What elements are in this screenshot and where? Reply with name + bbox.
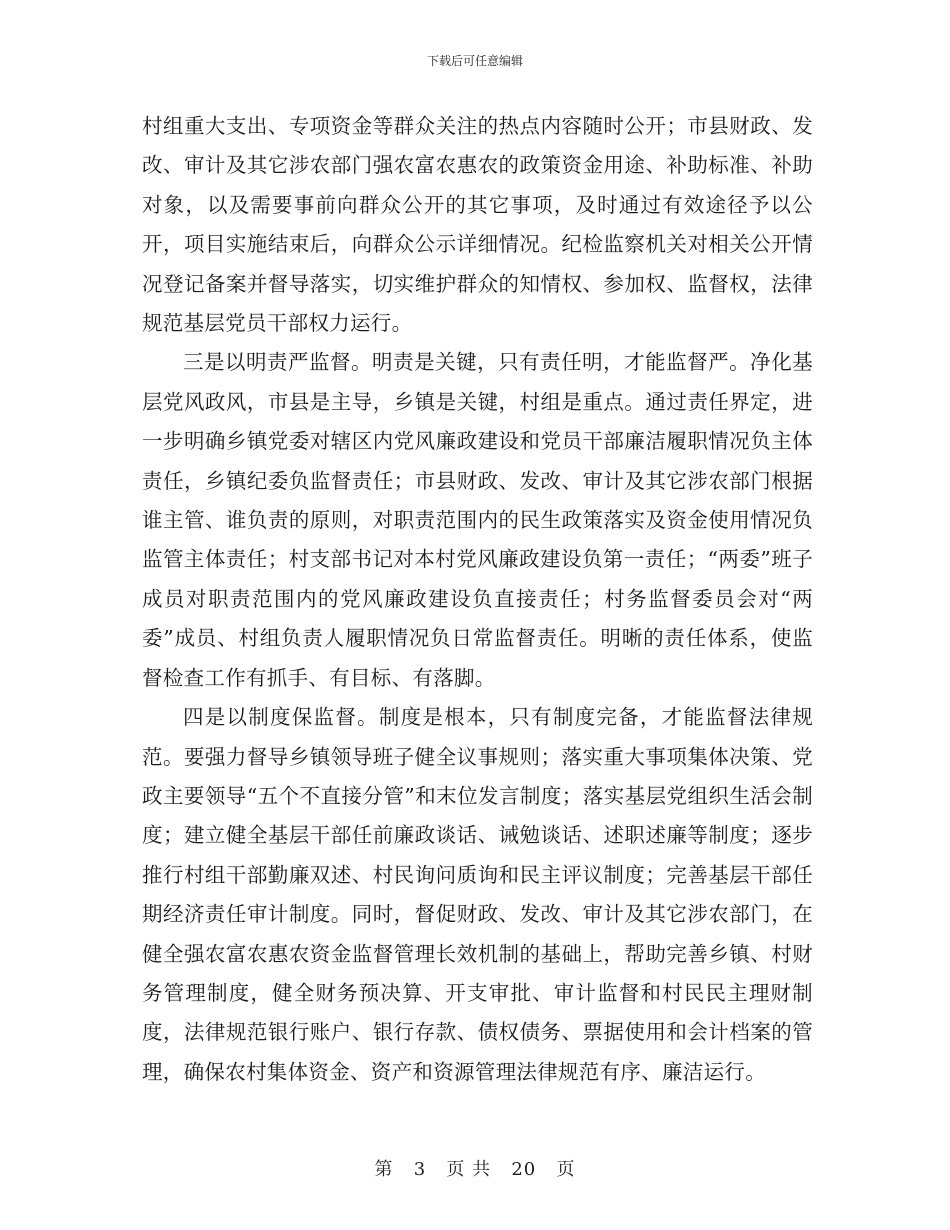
footer-prefix: 第	[374, 1159, 394, 1180]
header-note: 下载后可任意编辑	[426, 54, 523, 68]
paragraph-section-three: 三是以明责严监督。明责是关键，只有责任明，才能监督严。净化基层党风政风，市县是主导，乡镇是关键，村组是重点。通过责任界定，进一步明确乡镇党委对辖区内党风廉政建设和党员干部廉洁履职情况负主体责任，乡镇纪委负监督责任；市县财政、发改、审计及其它涉农部门根据谁主管、谁负责的原则，对职责范围内的民生政策落实及资金使用情况负监管主体责任；村支部书记对本村党风廉政建设负第一责任；“两委”班子成员对职责范围内的党风廉政建设负直接责任；村务监督委员会对“两委”成员、村组负责人履职情况负日常监督责任。明晰的责任体系，使监督检查工作有抓手、有目标、有落脚。	[142, 350, 813, 690]
document-body	[142, 107, 813, 1092]
footer-suffix: 页	[556, 1159, 576, 1180]
footer-middle: 页 共	[446, 1159, 492, 1180]
page-footer	[0, 1155, 950, 1181]
paragraph-continued: 村组重大支出、专项资金等群众关注的热点内容随时公开；市县财政、发改、审计及其它涉农部门强农富农惠农的政策资金用途、补助标准、补助对象，以及需要事前向群众公开的其它事项，及时通过有效途径予以公开，项目实施结束后，向群众公示详细情况。纪检监察机关对相关公开情况登记备案并督导落实，切实维护群众的知情权、参加权、监督权，法律规范基层党员干部权力运行。	[142, 114, 813, 336]
page-header	[0, 52, 950, 69]
footer-current-page: 3	[413, 1159, 427, 1180]
paragraph-section-four: 四是以制度保监督。制度是根本，只有制度完备，才能监督法律规范。要强力督导乡镇领导班子健全议事规则；落实重大事项集体决策、党政主要领导“五个不直接分管”和末位发言制度；落实基层党组织生活会制度；建立健全基层干部任前廉政谈话、诫勉谈话、述职述廉等制度；逐步推行村组干部勤廉双述、村民询问质询和民主评议制度；完善基层干部任期经济责任审计制度。同时，督促财政、发改、审计及其它涉农部门，在健全强农富农惠农资金监督管理长效机制的基础上，帮助完善乡镇、村财务管理制度，健全财务预决算、开支审批、审计监督和村民民主理财制度，法律规范银行账户、银行存款、债权债务、票据使用和会计档案的管理，确保农村集体资金、资产和资源管理法律规范有序、廉洁运行。	[142, 705, 813, 1084]
footer-total-pages: 20	[511, 1159, 537, 1180]
